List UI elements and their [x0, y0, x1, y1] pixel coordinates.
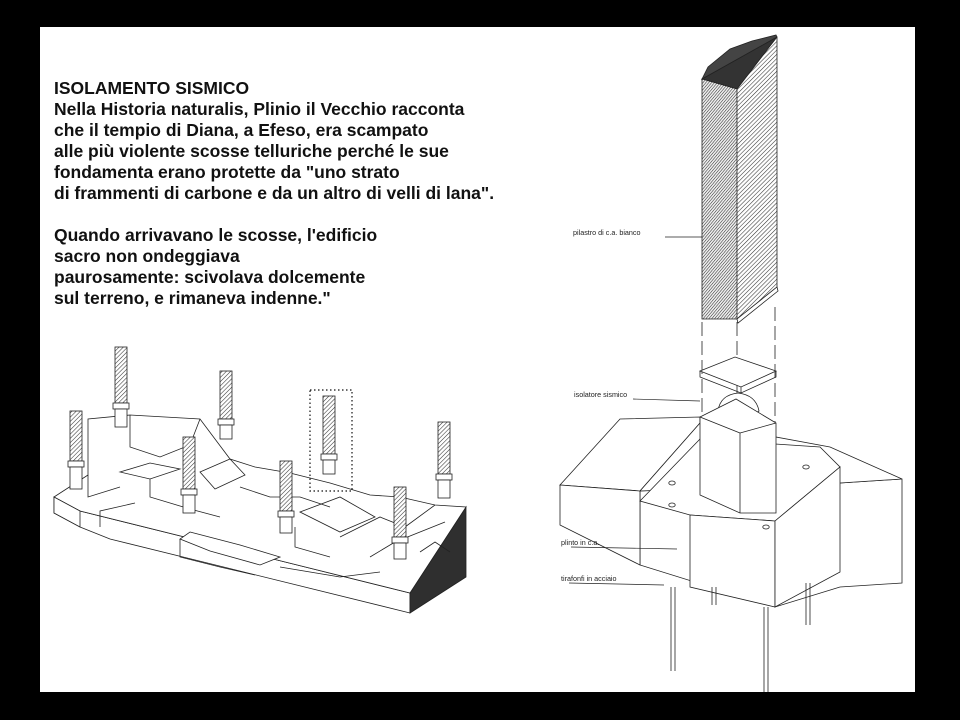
text-line: Quando arrivavano le scosse, l'edificio	[54, 225, 378, 245]
column	[436, 422, 452, 498]
slide-title: ISOLAMENTO SISMICO	[54, 78, 250, 98]
text-line: che il tempio di Diana, a Efeso, era scampato	[54, 120, 429, 140]
column	[113, 347, 129, 427]
label-pillar: pilastro di c.a. bianco	[573, 228, 641, 237]
column	[321, 396, 337, 474]
column	[181, 437, 197, 513]
slide	[40, 27, 915, 692]
column	[392, 487, 408, 559]
column	[68, 411, 84, 489]
text-line: fondamenta erano protette da "uno strato	[54, 162, 400, 182]
label-isolator: isolatore sismico	[574, 390, 628, 399]
label-plinth: plinto in c.a.	[561, 538, 600, 547]
column	[278, 461, 294, 533]
text-line: alle più violente scosse telluriche perché le sue	[54, 141, 449, 161]
text-line: di frammenti di carbone e da un altro di velli di lana".	[54, 183, 495, 203]
technical-drawings	[40, 27, 915, 692]
text-line: sul terreno, e rimaneva indenne."	[54, 288, 331, 308]
column	[218, 371, 234, 439]
text-line: Nella Historia naturalis, Plinio il Vecchio racconta	[54, 99, 465, 119]
text-line: sacro non ondeggiava	[54, 246, 240, 266]
text-line: paurosamente: scivolava dolcemente	[54, 267, 366, 287]
label-anchors: tirafonfi in acciaio	[561, 574, 617, 583]
isolator-detail-drawing	[560, 35, 902, 692]
